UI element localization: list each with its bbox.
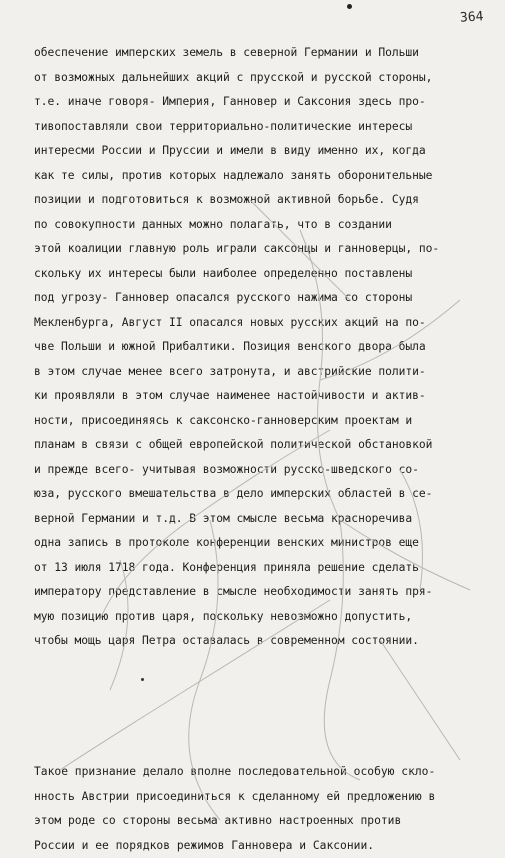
text-line: верной Германии и т.д. В этом смысле весьма красноречива [34,507,499,532]
text-line: Такое признание делало вполне последовательной особую скло- [34,760,499,785]
text-line: чве Польши и южной Прибалтики. Позиция венского двора была [34,335,499,360]
text-line: чтобы мощь царя Петра оставалась в современном состоянии. [34,629,499,654]
text-line: Мекленбурга, Август II опасался новых русских акций на по- [34,311,499,336]
text-line: в этом случае менее всего затронута, и австрийские полити- [34,360,499,385]
text-line: от возможных дальнейших акций с прусской и русской стороны, [34,66,499,91]
text-line: нность Австрии присоединиться к сделанному ей предложению в [34,785,499,810]
text-line: тивопоставляли свои территориально-политические интересы [34,115,499,140]
paragraph-second [34,760,499,858]
ink-spot [347,4,352,9]
text-line: ки проявляли в этом случае наименее настойчивости и актив- [34,384,499,409]
text-line: позиции и подготовиться к возможной активной борьбе. Судя [34,188,499,213]
text-line: по совокупности данных можно полагать, что в создании [34,213,499,238]
text-line: ности, присоединяясь к саксонско-ганноверским проектам и [34,409,499,434]
text-line: обеспечение имперских земель в северной Германии и Польши [34,41,499,66]
text-line: скольку их интересы были наиболее определенно поставлены [34,262,499,287]
text-line: одна запись в протоколе конференции венских министров еще [34,531,499,556]
text-line: этой коалиции главную роль играли саксонцы и ганноверцы, по- [34,237,499,262]
text-line: юза, русского вмешательства в дело имперских областей в се- [34,482,499,507]
text-line: под угрозу- Ганновер опасался русского нажима со стороны [34,286,499,311]
text-line: от 13 июля 1718 года. Конференция приняла решение сделать [34,556,499,581]
text-line: интересми России и Пруссии и имели в виду именно их, когда [34,139,499,164]
text-line: России и ее порядков режимов Ганновера и Саксонии. [34,834,499,858]
text-line: т.е. иначе говоря- Империя, Ганновер и Саксония здесь про- [34,90,499,115]
text-line: императору представление в смысле необходимости занять пря- [34,580,499,605]
page-number: 364 [459,9,483,26]
paragraph-main [34,41,499,654]
text-line: мую позицию против царя, поскольку невозможно допустить, [34,605,499,630]
text-line: и прежде всего- учитывая возможности русско-шведского со- [34,458,499,483]
text-line: планам в связи с общей европейской политической обстановкой [34,433,499,458]
text-line: как те силы, против которых надлежало занять оборонительные [34,164,499,189]
ink-mark [141,678,144,681]
text-line: этом роде со стороны весьма активно настроенных против [34,809,499,834]
